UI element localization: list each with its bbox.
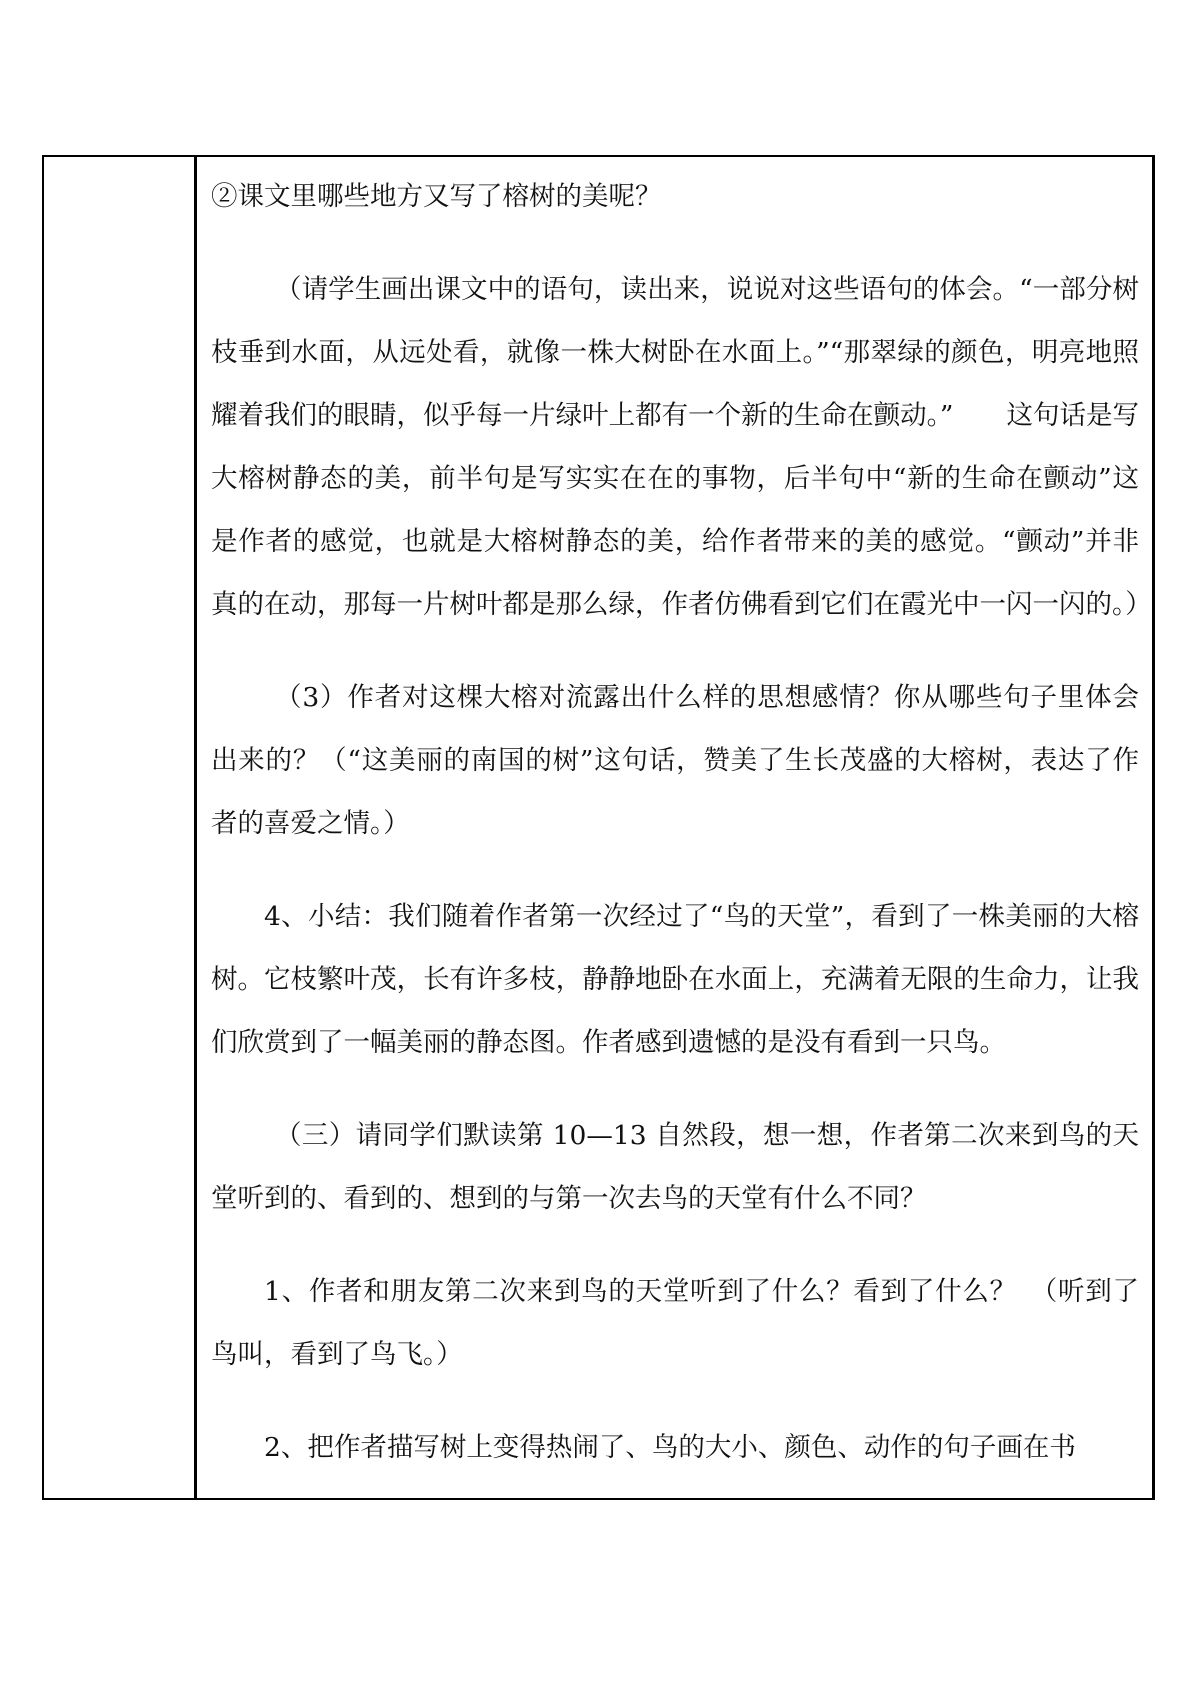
paragraph-question-2: ②课文里哪些地方又写了榕树的美呢？	[211, 181, 662, 212]
lesson-content	[211, 165, 1152, 1479]
paragraph-question-1: 1、作者和朋友第二次来到鸟的天堂听到了什么？看到了什么？ （听到了鸟叫，看到了鸟飞。）	[211, 1276, 1139, 1370]
paragraph-explanation: （请学生画出课文中的语句，读出来，说说对这些语句的体会。“一部分树枝垂到水面，从远处看，就像一株大树卧在水面上。”“那翠绿的颜色，明亮地照耀着我们的眼睛，似乎每一片绿叶上都有一个新的生命在颤动。” 这句话是写大榕树静态的美，前半句是写实实在在的事物，后半句中“新的生命在颤动”这是作者的感觉，也就是大榕树静态的美，给作者带来的美的感觉。“颤动”并非真的在动，那每一片树叶都是那么绿，作者仿佛看到它们在霞光中一闪一闪的。）	[211, 274, 1152, 620]
column-divider	[194, 155, 197, 1500]
paragraph-section-3: （三）请同学们默读第 10—13 自然段，想一想，作者第二次来到鸟的天堂听到的、看到的、想到的与第一次去鸟的天堂有什么不同？	[211, 1120, 1139, 1214]
paragraph-question-3: （3）作者对这棵大榕对流露出什么样的思想感情？你从哪些句子里体会出来的？（“这美丽的南国的树”这句话，赞美了生长茂盛的大榕树，表达了作者的喜爱之情。）	[211, 682, 1139, 839]
paragraph-question-2b: 2、把作者描写树上变得热闹了、鸟的大小、颜色、动作的句子画在书	[264, 1432, 1076, 1463]
paragraph-summary: 4、小结：我们随着作者第一次经过了“鸟的天堂”，看到了一株美丽的大榕树。它枝繁叶茂，长有许多枝，静静地卧在水面上，充满着无限的生命力，让我们欣赏到了一幅美丽的静态图。作者感到遗憾的是没有看到一只鸟。	[211, 901, 1139, 1058]
